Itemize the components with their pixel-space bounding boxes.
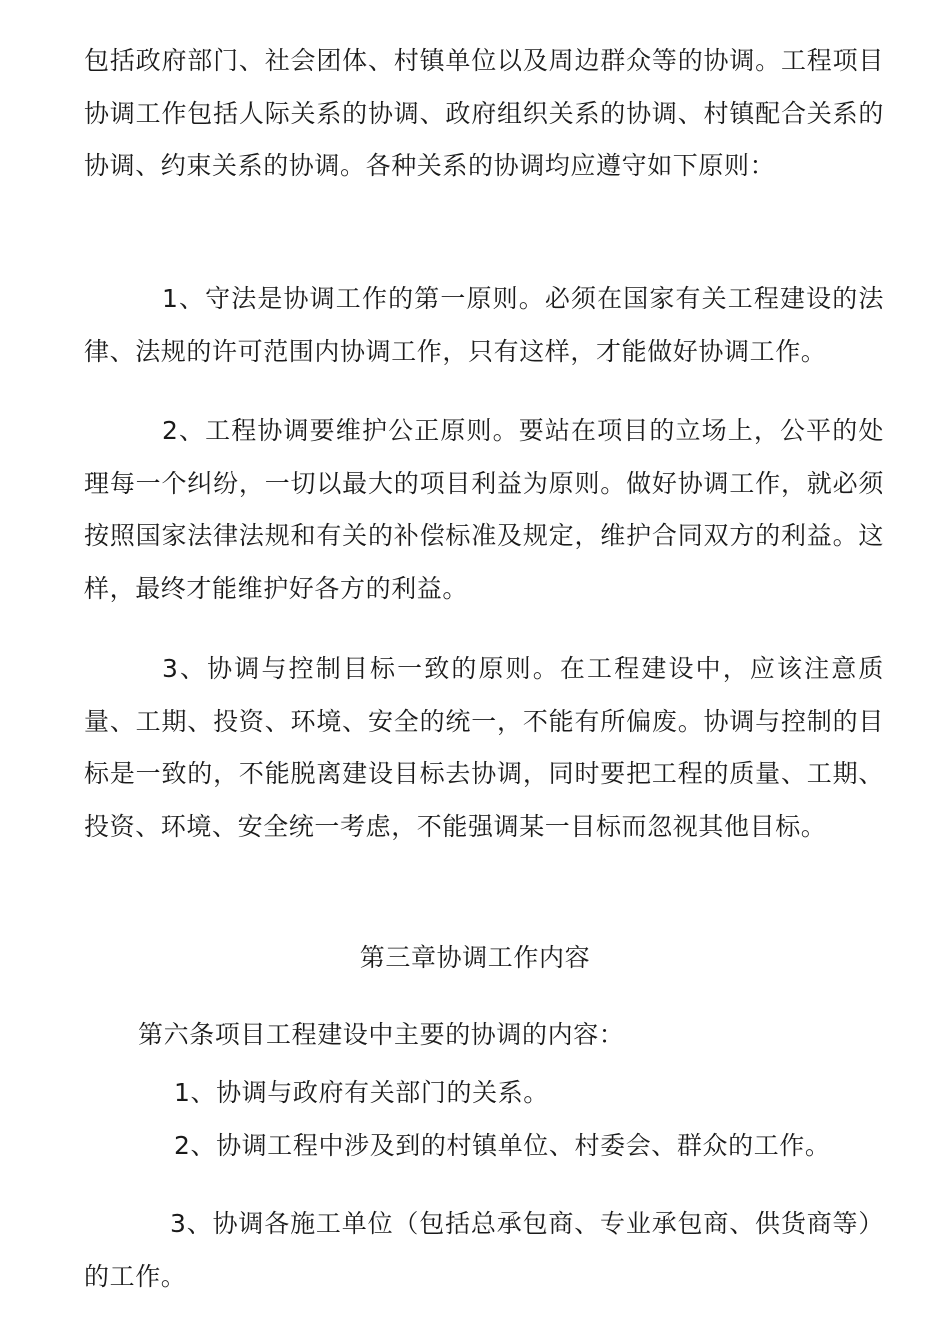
intro-paragraph: 包括政府部门、社会团体、村镇单位以及周边群众等的协调。工程项目协调工作包括人际关系的协调、政府组织关系的协调、村镇配合关系的协调、约束关系的协调。各种关系的协调均应遵守如下原则： (84, 46, 884, 180)
content-item-2: 2、协调工程中涉及到的村镇单位、村委会、群众的工作。 (174, 1131, 831, 1160)
content-item-3: 3、协调各施工单位（包括总承包商、专业承包商、供货商等）的工作。 (84, 1209, 884, 1291)
content-item-1: 1、协调与政府有关部门的关系。 (174, 1078, 549, 1107)
principle-1: 1、守法是协调工作的第一原则。必须在国家有关工程建设的法律、法规的许可范围内协调工作，只有这样，才能做好协调工作。 (84, 284, 884, 366)
principle-3: 3、协调与控制目标一致的原则。在工程建设中，应该注意质量、工期、投资、环境、安全的统一，不能有所偏废。协调与控制的目标是一致的，不能脱离建设目标去协调，同时要把工程的质量、工期、投资、环境、安全统一考虑，不能强调某一目标而忽视其他目标。 (84, 654, 884, 841)
principle-2: 2、工程协调要维护公正原则。要站在项目的立场上，公平的处理每一个纠纷，一切以最大的项目利益为原则。做好协调工作，就必须按照国家法律法规和有关的补偿标准及规定，维护合同双方的利益。这样，最终才能维护好各方的利益。 (84, 416, 884, 603)
chapter-heading: 第三章协调工作内容 (359, 943, 591, 972)
article-six: 第六条项目工程建设中主要的协调的内容： (138, 1020, 625, 1049)
